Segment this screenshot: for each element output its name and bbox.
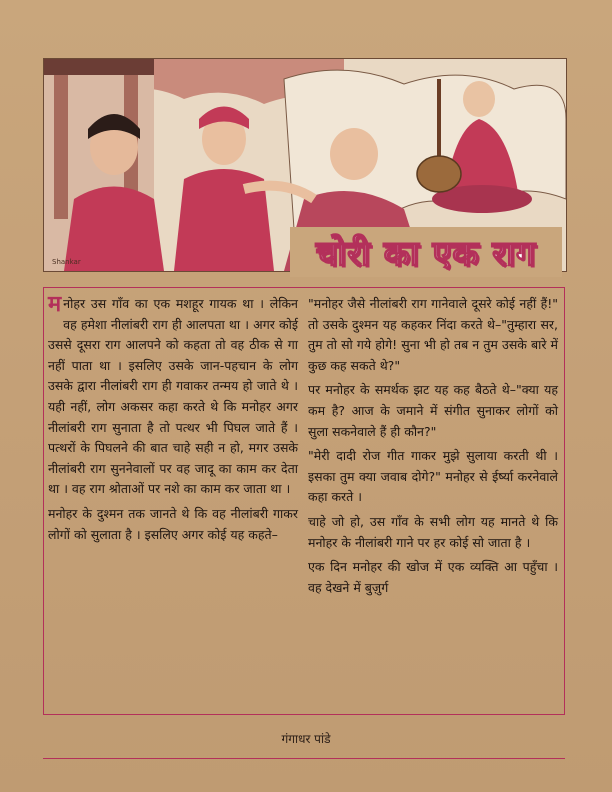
author-name: गंगाधर पांडे [281, 732, 331, 746]
left-paragraph-1 [48, 294, 298, 500]
right-column [308, 294, 558, 602]
dropcap: म [48, 292, 62, 317]
bottom-rule [43, 758, 565, 759]
svg-text:Shankar: Shankar [52, 258, 81, 266]
left-paragraph-1-text: नोहर उस गाँव का एक मशहूर गायक था । लेकिन वह हमेशा नीलांबरी राग ही आलपता था । अगर कोई उससे दूसरा राग आलपने को कहता तो वह ठीक से गा नहीं पाता था । इसलिए उसके जान-पहचान के लोग उसके द्वारा नीलांबरी राग ही गवाकर तन्मय हो जाते थे । यही नहीं, लोग अकसर कहा करते थे कि मनोहर अगर नीलांबरी राग सुनाता है तो पत्थर भी पिघल जाते हैं । पत्थरों के पिघलने की बात चाहे सही न हो, मगर उसके नीलांबरी राग सुननेवालों पर वह जादू का काम कर देता था । वह राग श्रोताओं पर नशे का काम कर जाता था । [48, 296, 298, 497]
left-column [48, 294, 298, 549]
right-paragraph-3: "मेरी दादी रोज गीत गाकर मुझे सुलाया करती थी । इसका तुम क्या जवाब दोगे?" मनोहर से ईर्ष्या करनेवाले कहा करते । [308, 448, 558, 505]
right-paragraph-1: "मनोहर जैसे नीलांबरी राग गानेवाले दूसरे कोई नहीं हैं!" तो उसके दुश्मन यह कहकर निंदा करते थे–"तुम्हारा सर, तुम तो सो गये होगे! सुना भी हो तब न तुम उसके बारे में कुछ कह सकते थे?" [308, 296, 558, 373]
title-banner [290, 227, 562, 277]
right-paragraph-5: एक दिन मनोहर की खोज में एक व्यक्ति आ पहुँचा । वह देखने में बुज़ुर्ग [308, 559, 558, 595]
story-title: चोरी का एक राग [315, 234, 537, 274]
right-paragraph-2: पर मनोहर के समर्थक झट यह कह बैठते थे–"क्या यह कम है? आज के जमाने में संगीत सुनाकर लोगों को सुला सकनेवाले हैं ही कौन?" [308, 382, 558, 439]
left-paragraph-2: मनोहर के दुश्मन तक जानते थे कि वह नीलांबरी गाकर लोगों को सुलाता है । इसलिए अगर कोई यह कहते– [48, 505, 298, 542]
right-paragraph-4: चाहे जो हो, उस गाँव के सभी लोग यह मानते थे कि मनोहर के नीलांबरी गाने पर हर कोई सो जाता है । [308, 513, 558, 550]
